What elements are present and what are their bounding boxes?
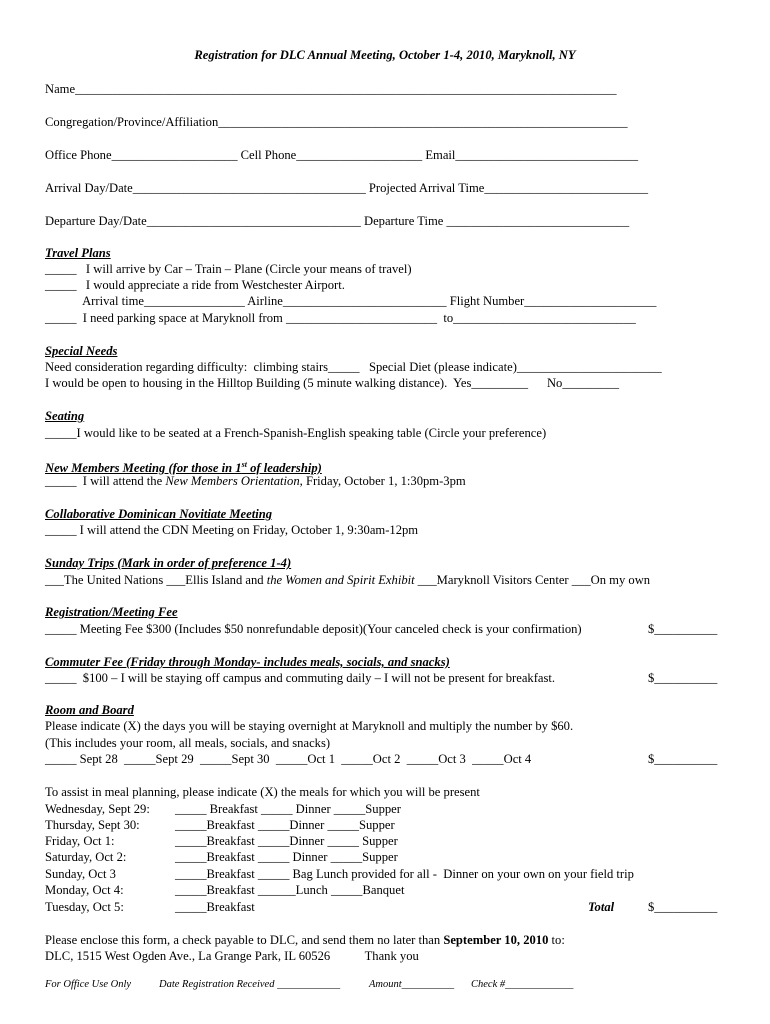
sunday-trips-heading: Sunday Trips (Mark in order of preference 1-4) bbox=[45, 556, 292, 570]
hilltop-housing-line[interactable]: I would be open to housing in the Hilltop Building (5 minute walking distance). Yes_________ No_________ bbox=[45, 376, 620, 390]
meeting-fee-heading: Registration/Meeting Fee bbox=[45, 605, 178, 619]
parking-line[interactable]: _____ I need parking space at Maryknoll from ________________________ to_____________________________ bbox=[45, 311, 636, 325]
total-amount[interactable]: $__________ bbox=[648, 900, 718, 914]
name-field[interactable]: Name______________________________________________________________________________________ bbox=[45, 82, 617, 96]
room-board-includes: (This includes your room, all meals, socials, and snacks) bbox=[45, 736, 331, 750]
seating-line[interactable]: _____I would like to be seated at a French-Spanish-English speaking table (Circle your preference) bbox=[45, 426, 547, 440]
meal-options[interactable]: _____ Breakfast _____ Dinner _____Supper bbox=[175, 802, 401, 816]
new-members-heading: New Members Meeting (for those in 1st of leadership) bbox=[45, 460, 322, 476]
meal-options[interactable]: _____Breakfast bbox=[175, 900, 255, 914]
meal-day-label: Wednesday, Sept 29: bbox=[45, 802, 150, 816]
meal-day-label: Thursday, Sept 30: bbox=[45, 818, 140, 832]
new-members-line[interactable]: _____ I will attend the New Members Orientation, Friday, October 1, 1:30pm-3pm bbox=[45, 474, 466, 488]
travel-means-line[interactable]: _____ I will arrive by Car – Train – Plane (Circle your means of travel) bbox=[45, 262, 412, 276]
commuter-fee-heading: Commuter Fee (Friday through Monday- includes meals, socials, and snacks) bbox=[45, 655, 450, 669]
mailing-address: DLC, 1515 West Ogden Ave., La Grange Park, IL 60526 Thank you bbox=[45, 949, 419, 963]
commuter-fee-line[interactable]: _____ $100 – I will be staying off campus and commuting daily – I will not be present for breakfast. bbox=[45, 671, 556, 685]
meeting-fee-line[interactable]: _____ Meeting Fee $300 (Includes $50 nonrefundable deposit)(Your canceled check is your confirmation) bbox=[45, 622, 582, 636]
meal-options[interactable]: _____Breakfast _____ Bag Lunch provided for all - Dinner on your own on your field trip bbox=[175, 867, 634, 881]
meal-day-label: Saturday, Oct 2: bbox=[45, 850, 127, 864]
arrival-fields[interactable]: Arrival Day/Date_____________________________________ Projected Arrival Time__________________________ bbox=[45, 181, 649, 195]
meal-options[interactable]: _____Breakfast _____Dinner _____ Supper bbox=[175, 834, 398, 848]
congregation-field[interactable]: Congregation/Province/Affiliation_________________________________________________________________ bbox=[45, 115, 628, 129]
date-received-field[interactable]: Date Registration Received ____________ bbox=[159, 979, 341, 990]
closing-instructions: Please enclose this form, a check payable to DLC, and send them no later than September 10, 2010 to: bbox=[45, 933, 565, 947]
room-board-instructions: Please indicate (X) the days you will be staying overnight at Maryknoll and multiply the number by $60. bbox=[45, 719, 574, 733]
meal-options[interactable]: _____Breakfast ______Lunch _____Banquet bbox=[175, 883, 405, 897]
novitiate-heading: Collaborative Dominican Novitiate Meeting bbox=[45, 507, 273, 521]
room-board-heading: Room and Board bbox=[45, 703, 134, 717]
novitiate-line[interactable]: _____ I will attend the CDN Meeting on Friday, October 1, 9:30am-12pm bbox=[45, 523, 419, 537]
airport-ride-line[interactable]: _____ I would appreciate a ride from Westchester Airport. bbox=[45, 278, 345, 292]
meal-options[interactable]: _____Breakfast _____ Dinner _____Supper bbox=[175, 850, 398, 864]
amount-field[interactable]: Amount__________ bbox=[369, 979, 455, 990]
room-board-amount[interactable]: $__________ bbox=[648, 752, 718, 766]
sunday-trips-line[interactable]: ___The United Nations ___Ellis Island and the Women and Spirit Exhibit ___Maryknoll Visitors Center ___On my own bbox=[45, 573, 651, 587]
special-needs-heading: Special Needs bbox=[45, 344, 118, 358]
meal-planning-intro: To assist in meal planning, please indicate (X) the meals for which you will be present bbox=[45, 785, 480, 799]
total-label: Total bbox=[588, 900, 615, 914]
commuter-fee-amount[interactable]: $__________ bbox=[648, 671, 718, 685]
flight-details-line[interactable]: Arrival time________________ Airline__________________________ Flight Number_____________________ bbox=[45, 294, 657, 308]
office-use-label: For Office Use Only bbox=[45, 979, 132, 990]
meeting-fee-amount[interactable]: $__________ bbox=[648, 622, 718, 636]
phone-email-fields[interactable]: Office Phone____________________ Cell Phone____________________ Email_____________________________ bbox=[45, 148, 639, 162]
meal-day-label: Monday, Oct 4: bbox=[45, 883, 124, 897]
travel-plans-heading: Travel Plans bbox=[45, 246, 111, 260]
special-needs-line-1[interactable]: Need consideration regarding difficulty: climbing stairs_____ Special Diet (please indicate)_______________________ bbox=[45, 360, 662, 374]
meal-day-label: Tuesday, Oct 5: bbox=[45, 900, 124, 914]
meal-day-label: Friday, Oct 1: bbox=[45, 834, 115, 848]
departure-fields[interactable]: Departure Day/Date__________________________________ Departure Time _____________________________ bbox=[45, 214, 630, 228]
check-number-field[interactable]: Check #_____________ bbox=[471, 979, 574, 990]
seating-heading: Seating bbox=[45, 409, 85, 423]
room-board-dates[interactable]: _____ Sept 28 _____Sept 29 _____Sept 30 _____Oct 1 _____Oct 2 _____Oct 3 _____Oct 4 bbox=[45, 752, 532, 766]
meal-options[interactable]: _____Breakfast _____Dinner _____Supper bbox=[175, 818, 395, 832]
meal-day-label: Sunday, Oct 3 bbox=[45, 867, 116, 881]
form-title: Registration for DLC Annual Meeting, October 1-4, 2010, Maryknoll, NY bbox=[194, 48, 576, 62]
